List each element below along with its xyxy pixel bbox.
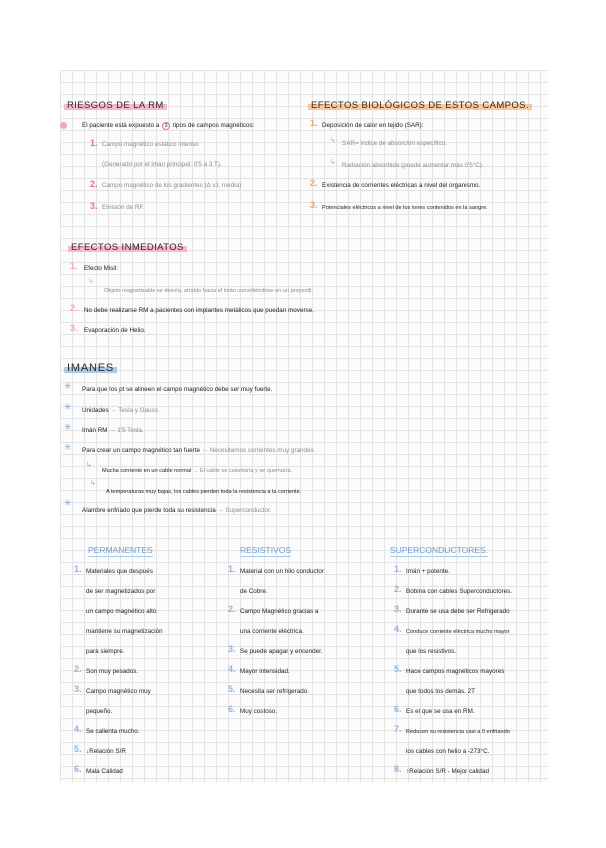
sub-arrow-icon: ↳ <box>86 462 92 469</box>
bio-num-3: 3. <box>310 200 318 210</box>
imanes-line-5 <box>102 467 292 475</box>
bio-item-2: Existencia de corrientes eléctricas a nivel del organismo. <box>322 182 481 189</box>
perm-item-2: Son muy pesados. <box>86 668 139 675</box>
perm-item-5: ↓Relación S/R <box>86 748 126 755</box>
sup-item-6: Es el que se usa en RM. <box>406 708 475 715</box>
perm-num-6: 6. <box>74 764 82 774</box>
res-item-1b: de Cobre. <box>240 588 268 595</box>
sup-item-5b: que todos los demás. 2T <box>406 688 475 695</box>
perm-num-2: 2. <box>74 664 82 674</box>
sup-item-5: Hace campos magnéticos mayores <box>406 668 505 675</box>
res-num-4: 4. <box>228 664 236 674</box>
perm-item-3b: pequeño. <box>86 708 113 715</box>
imanes-line-7a: Alambre enfriado que pierde toda su resistencia <box>82 507 216 514</box>
asterisk-icon: ✳ <box>64 402 72 412</box>
sup-num-3: 3. <box>394 604 402 614</box>
bio-item-3: Potenciales eléctricos a nivel de los iones contenidos en la sangre. <box>322 205 488 211</box>
imanes-line-5a: Mucha corriente en un cable normal <box>102 468 192 474</box>
inm-item-1a: Objeto magnetizable se desvía, atraído hacia el imán convirtiéndose en un proyectil. <box>104 288 313 294</box>
sup-num-2: 2. <box>394 584 402 594</box>
arrow-right-icon: → <box>201 447 209 454</box>
imanes-line-6: A temperaturas muy bajas, los cables pierden toda la resistencia a la corriente. <box>106 489 302 495</box>
riesgos-intro <box>82 122 254 130</box>
imanes-line-4a: Para crear un campo magnético tan fuerte <box>82 447 200 454</box>
riesgos-item-1: Campo magnético estático intenso <box>102 141 199 148</box>
sub-arrow-icon: ↳ <box>330 159 336 166</box>
sup-item-8: ↑Relación S/R - Mejor calidad <box>406 768 489 775</box>
res-num-5: 5. <box>228 684 236 694</box>
res-item-1: Material con un hilo conductor <box>240 568 325 575</box>
grid-paper <box>60 70 548 782</box>
res-item-2b: una corriente eléctrica. <box>240 628 304 635</box>
bio-item-1b: Radiación absorbida (puede aumentar más 0'5°C). <box>342 162 484 169</box>
riesgos-item-2: Campo magnético de los gradientes (∆ v.t. media) <box>102 182 242 189</box>
sup-num-1: 1. <box>394 564 402 574</box>
res-item-3: Se puede apagar y encender. <box>240 648 323 655</box>
riesgos-item-3: Emisión de RF. <box>102 204 145 211</box>
imanes-line-2a: Unidades <box>82 407 109 414</box>
res-item-4: Mayor intensidad. <box>240 668 290 675</box>
riesgos-intro-a: El paciente está expuesto a <box>82 122 160 129</box>
sub-arrow-icon: ↳ <box>90 480 96 487</box>
perm-num-1: 1. <box>74 564 82 574</box>
inm-num-3: 3. <box>70 323 78 333</box>
perm-num-3: 3. <box>74 684 82 694</box>
res-num-6: 6. <box>228 704 236 714</box>
asterisk-icon: ✳ <box>64 442 72 452</box>
section-title-inmediatos: EFECTOS INMEDIATOS <box>68 242 187 253</box>
imanes-line-7b: Superconductor. <box>225 507 272 514</box>
sup-item-4: Conduce corriente eléctrica mucho mayor <box>406 629 510 635</box>
sup-item-7: Reducen su resistencia casi a 0 enfriando <box>406 729 510 735</box>
bio-item-1: Deposición de calor en tejido (SAR): <box>322 122 424 129</box>
sup-num-8: 8. <box>394 764 402 774</box>
inm-item-3: Evaporación de Helio. <box>84 327 146 334</box>
column-title-superconductores: SUPERCONDUCTORES. <box>390 545 489 555</box>
arrow-right-icon: → <box>192 468 199 474</box>
sup-item-7b: los cables con helio a -273°C. <box>406 748 490 755</box>
imanes-line-7 <box>82 507 271 515</box>
sup-num-4: 4. <box>394 624 402 634</box>
res-num-3: 3. <box>228 644 236 654</box>
perm-item-1: Materiales que después <box>86 568 153 575</box>
res-item-5: Necesita ser refrigerado. <box>240 688 309 695</box>
sub-arrow-icon: ↳ <box>330 137 336 144</box>
imanes-line-3b: 1'5 Tesla. <box>117 427 144 434</box>
sub-arrow-icon: ↳ <box>88 278 94 285</box>
sup-num-5: 5. <box>394 664 402 674</box>
sup-item-2: Bobina con cables Superconductores. <box>406 588 513 595</box>
riesgos-intro-circle: 3 <box>162 122 170 130</box>
inm-num-1: 1. <box>70 261 78 271</box>
inm-num-2: 2. <box>70 303 78 313</box>
riesgos-intro-b: tipos de campos magnéticos: <box>172 122 255 129</box>
bio-num-1: 1. <box>310 118 318 128</box>
sup-item-1: Imán + potente. <box>406 568 450 575</box>
asterisk-icon: ✳ <box>64 422 72 432</box>
arrow-right-icon: → <box>217 507 224 514</box>
res-item-6: Muy costoso. <box>240 708 278 715</box>
imanes-line-2 <box>82 407 160 415</box>
riesgos-num-1: 1. <box>90 138 98 148</box>
imanes-line-4b: Necesitamos corrientes muy grandes. <box>209 447 316 454</box>
bio-num-2: 2. <box>310 178 318 188</box>
bio-item-1a: SAR= índice de absorción específico. <box>342 140 447 147</box>
bullet-dot-icon <box>60 122 67 129</box>
perm-num-4: 4. <box>74 724 82 734</box>
section-title-imanes: IMANES <box>64 363 117 374</box>
asterisk-icon: ✳ <box>64 381 72 391</box>
res-num-2: 2. <box>228 604 236 614</box>
inm-item-2: No debe realizarse RM a pacientes con implantes metálicos que puedan moverse. <box>84 307 314 314</box>
section-title-efectos-bio: EFECTOS BIOLÓGICOS DE ESTOS CAMPOS. <box>308 100 532 111</box>
perm-num-5: 5. <box>74 744 82 754</box>
inm-item-1: Efecto Misil: <box>84 265 118 272</box>
imanes-line-5b: El cable se calentaría y se quemaría. <box>199 468 293 474</box>
perm-item-4: Se calienta mucho. <box>86 728 140 735</box>
imanes-line-3a: Imán RM <box>82 427 108 434</box>
imanes-line-1: Para que los pt se alineen el campo magnético debe ser muy fuerte. <box>82 386 273 393</box>
section-title-riesgos: RIESGOS DE LA RM <box>64 100 167 111</box>
perm-item-1c: un campo magnético alto <box>86 608 157 615</box>
column-title-resistivos: RESISTIVOS <box>240 545 292 555</box>
sup-num-7: 7. <box>394 724 402 734</box>
arrow-right-icon: → <box>110 407 117 414</box>
res-num-1: 1. <box>228 564 236 574</box>
asterisk-icon: ✳ <box>64 498 72 508</box>
sup-item-4b: que los resistivos. <box>406 648 457 655</box>
perm-item-1e: para siempre. <box>86 648 125 655</box>
perm-item-6: Mala Calidad <box>86 768 123 775</box>
riesgos-item-1b: (Generado por el imán principal: 0'5 a 3 T). <box>102 161 222 168</box>
imanes-line-2b: Tesla y Gauss. <box>118 407 160 414</box>
perm-item-1d: mantiene su magnetización <box>86 628 163 635</box>
imanes-line-4 <box>82 447 315 455</box>
arrow-right-icon: → <box>109 427 116 434</box>
perm-item-1b: de ser magnetizados por <box>86 588 156 595</box>
riesgos-num-3: 3. <box>90 201 98 211</box>
sup-num-6: 6. <box>394 704 402 714</box>
perm-item-3: Campo magnético muy <box>86 688 151 695</box>
sup-item-3: Durante se usa debe ser Refrigerado <box>406 608 510 615</box>
res-item-2: Campo Magnético gracias a <box>240 608 319 615</box>
riesgos-num-2: 2. <box>90 179 98 189</box>
column-title-permanentes: PERMANENTES <box>88 545 153 555</box>
imanes-line-3 <box>82 427 144 435</box>
